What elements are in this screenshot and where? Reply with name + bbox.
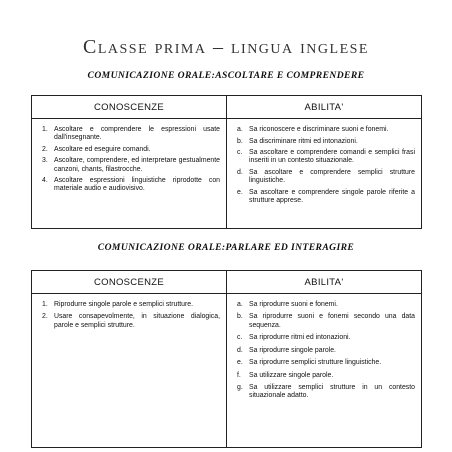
page-title: Classe prima – lingua inglese bbox=[83, 36, 369, 58]
item-text: Ascoltare espressioni linguistiche riprodotte con materiale audio e audiovisivo. bbox=[54, 177, 220, 193]
item-marker: 2. bbox=[42, 313, 48, 321]
item-marker: e. bbox=[237, 188, 243, 196]
list-item bbox=[231, 189, 415, 205]
section-heading-parlare: COMUNICAZIONE ORALE:PARLARE ED INTERAGIRE bbox=[97, 242, 355, 253]
item-marker: 3. bbox=[42, 157, 48, 165]
list-item bbox=[231, 149, 415, 165]
list-item bbox=[231, 301, 415, 309]
abilita-column bbox=[227, 294, 421, 447]
abilita-column bbox=[227, 119, 421, 228]
item-marker: 1. bbox=[42, 301, 48, 308]
item-text: Usare consapevolmente, in situazione dialogica, parole e semplici strutture. bbox=[54, 313, 220, 329]
list-item bbox=[231, 138, 415, 146]
header-conoscenze: CONOSCENZE bbox=[32, 96, 227, 118]
list-item bbox=[231, 347, 415, 355]
item-text: Ascoltare e comprendere le espressioni usate dall'insegnante. bbox=[54, 126, 220, 142]
table-ascoltare bbox=[31, 95, 422, 229]
list-item bbox=[231, 384, 415, 400]
item-text: Sa utilizzare singole parole. bbox=[249, 371, 334, 379]
item-text: Sa riprodurre semplici strutture linguistiche. bbox=[249, 359, 382, 367]
header-abilita: ABILITA' bbox=[304, 101, 344, 113]
table-header bbox=[32, 96, 421, 119]
item-text: Sa riprodurre suoni e fonemi. bbox=[249, 301, 338, 308]
conoscenze-column bbox=[32, 119, 227, 228]
item-text: Sa ascoltare e comprendere singole parole riferite a strutture apprese. bbox=[249, 188, 415, 205]
list-item bbox=[231, 359, 415, 367]
section-heading-ascoltare: COMUNICAZIONE ORALE:ASCOLTARE E COMPRENDERE bbox=[87, 70, 365, 81]
item-text: Sa riprodurre singole parole. bbox=[249, 346, 336, 354]
item-marker: a. bbox=[237, 301, 243, 308]
item-text: Sa riprodurre suoni e fonemi secondo una data sequenza. bbox=[249, 313, 415, 329]
table-parlare bbox=[31, 270, 422, 448]
item-marker: d. bbox=[237, 169, 243, 177]
list-item bbox=[231, 334, 415, 342]
item-marker: b. bbox=[237, 313, 243, 321]
item-marker: f. bbox=[237, 371, 241, 379]
item-marker: b. bbox=[237, 137, 243, 145]
item-text: Sa riconoscere e discriminare suoni e fonemi. bbox=[249, 126, 389, 133]
item-marker: e. bbox=[237, 359, 243, 367]
conoscenze-list bbox=[36, 126, 220, 193]
list-item bbox=[231, 126, 415, 134]
list-item bbox=[36, 313, 220, 329]
item-marker: 2. bbox=[42, 145, 48, 153]
item-text: Sa discriminare ritmi ed intonazioni. bbox=[249, 137, 358, 145]
item-text: Sa utilizzare semplici strutture in un contesto situazionale adatto. bbox=[249, 384, 415, 400]
abilita-list bbox=[231, 301, 415, 400]
item-marker: g. bbox=[237, 384, 243, 391]
list-item bbox=[36, 157, 220, 173]
item-text: Sa riprodurre ritmi ed intonazioni. bbox=[249, 334, 351, 342]
header-conoscenze: CONOSCENZE bbox=[32, 271, 227, 293]
item-text: Sa ascoltare e comprendere semplici strutture linguistiche. bbox=[249, 169, 415, 185]
list-item bbox=[36, 177, 220, 193]
list-item bbox=[231, 169, 415, 185]
item-marker: 4. bbox=[42, 177, 48, 185]
item-text: Ascoltare ed eseguire comandi. bbox=[54, 145, 151, 153]
item-marker: 1. bbox=[42, 126, 48, 133]
list-item bbox=[36, 146, 220, 154]
item-marker: a. bbox=[237, 126, 243, 133]
item-text: Sa ascoltare e comprendere comandi e semplici frasi inseriti in un contesto situazionale. bbox=[249, 149, 415, 165]
list-item bbox=[231, 372, 415, 380]
item-marker: c. bbox=[237, 149, 243, 157]
item-marker: c. bbox=[237, 334, 243, 342]
abilita-list bbox=[231, 126, 415, 205]
list-item bbox=[231, 313, 415, 329]
header-abilita: ABILITA' bbox=[304, 276, 344, 288]
item-text: Ascoltare, comprendere, ed interpretare gestualmente canzoni, chants, filastrocche. bbox=[54, 157, 220, 173]
conoscenze-column bbox=[32, 294, 227, 447]
item-text: Riprodurre singole parole e semplici strutture. bbox=[54, 301, 194, 308]
conoscenze-list bbox=[36, 301, 220, 330]
item-marker: d. bbox=[237, 346, 243, 354]
list-item bbox=[36, 126, 220, 142]
table-header bbox=[32, 271, 421, 294]
list-item bbox=[36, 301, 220, 309]
